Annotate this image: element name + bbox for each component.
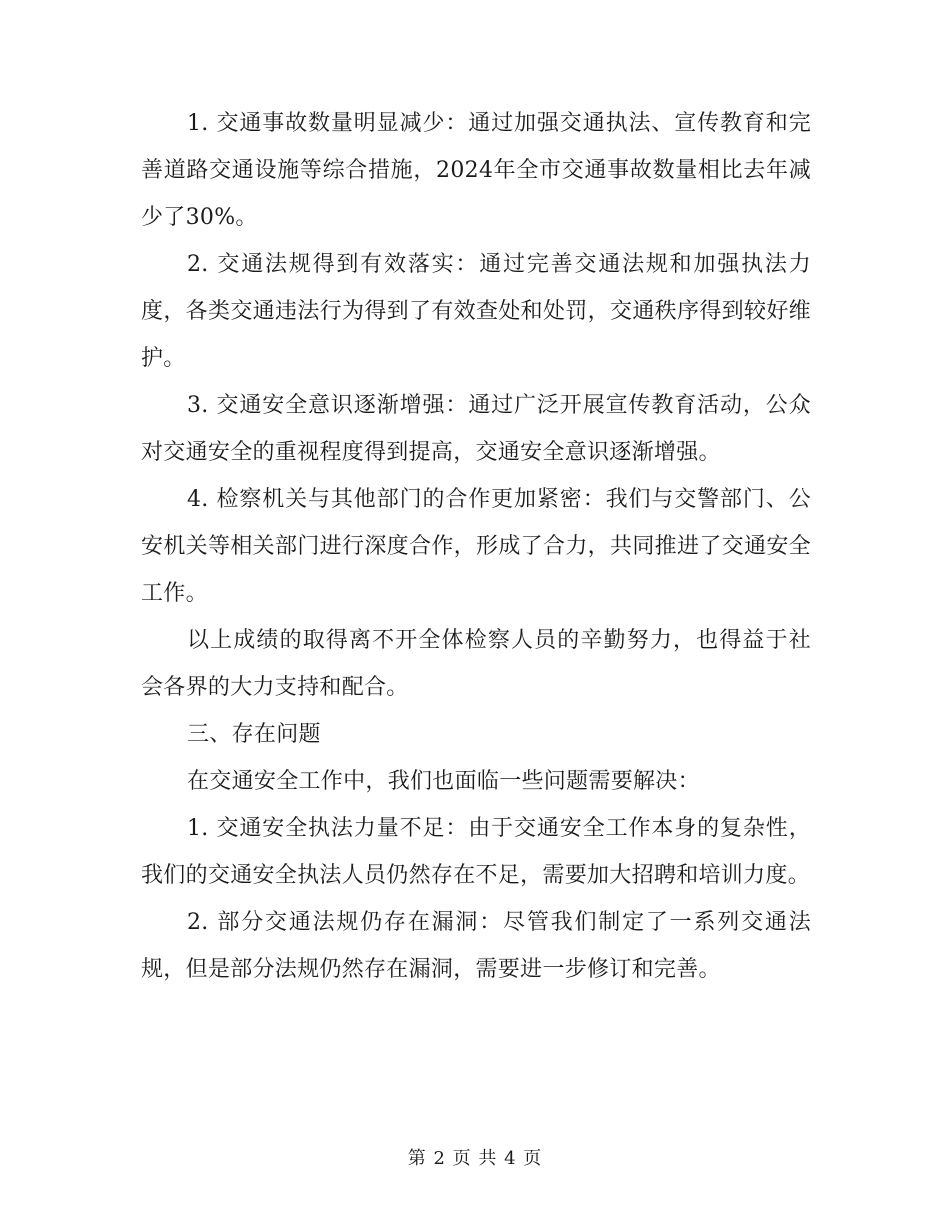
paragraph-result-4: 4. 检察机关与其他部门的合作更加紧密：我们与交警部门、公安机关等相关部门进行深度合作，形成了合力，共同推进了交通安全工作。 [141, 487, 811, 606]
paragraph-result-3: 3. 交通安全意识逐渐增强：通过广泛开展宣传教育活动，公众对交通安全的重视程度得到提高，交通安全意识逐渐增强。 [141, 393, 811, 465]
paragraph-problem-2: 2. 部分交通法规仍存在漏洞：尽管我们制定了一系列交通法规，但是部分法规仍然存在漏洞，需要进一步修订和完善。 [141, 910, 811, 982]
section-heading-problems: 三、存在问题 [187, 722, 321, 747]
paragraph-summary: 以上成绩的取得离不开全体检察人员的辛勤努力，也得益于社会各界的大力支持和配合。 [141, 628, 811, 700]
paragraph-problem-1: 1. 交通安全执法力量不足：由于交通安全工作本身的复杂性，我们的交通安全执法人员仍然存在不足，需要加大招聘和培训力度。 [141, 816, 811, 888]
paragraph-result-2: 2. 交通法规得到有效落实：通过完善交通法规和加强执法力度，各类交通违法行为得到了有效查处和处罚，交通秩序得到较好维护。 [141, 252, 811, 371]
document-body [141, 100, 811, 993]
paragraph-problems-intro: 在交通安全工作中，我们也面临一些问题需要解决： [187, 769, 700, 794]
paragraph-result-1: 1. 交通事故数量明显减少：通过加强交通执法、宣传教育和完善道路交通设施等综合措施，2024年全市交通事故数量相比去年减少了30%。 [141, 111, 811, 230]
page-footer: 第 2 页 共 4 页 [407, 1148, 543, 1169]
